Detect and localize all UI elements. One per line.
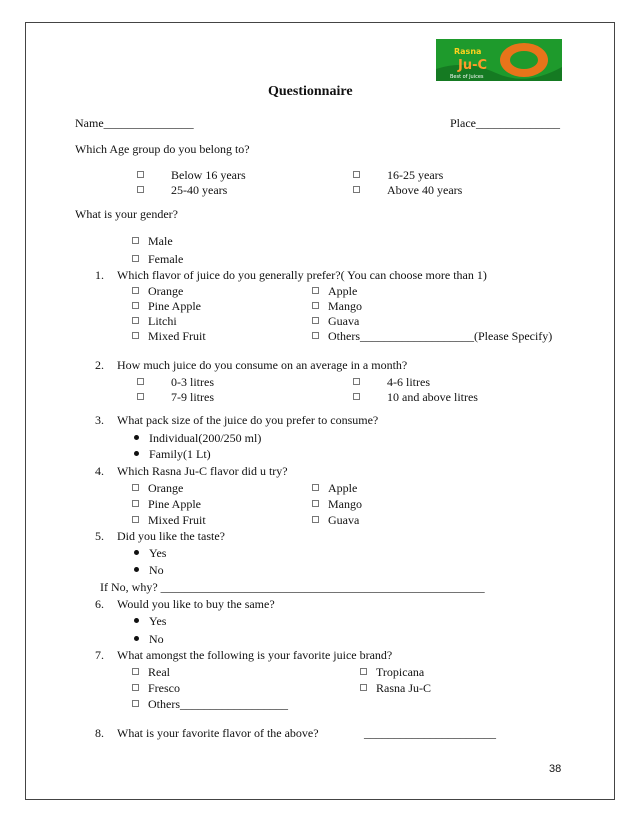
q6-question: 6. Would you like to buy the same?: [95, 597, 275, 611]
q4-option[interactable]: Mixed Fruit: [132, 513, 206, 527]
q1-option[interactable]: Mixed Fruit: [132, 329, 206, 343]
q2-option[interactable]: 7-9 litres: [137, 390, 214, 404]
page-title: Questionnaire: [268, 84, 353, 99]
age-option[interactable]: 16-25 years: [353, 168, 443, 182]
q4-option[interactable]: Mango: [312, 497, 362, 511]
q6-option[interactable]: Yes: [134, 614, 166, 628]
q2-option[interactable]: 10 and above litres: [353, 390, 478, 404]
q5-option[interactable]: No: [134, 563, 164, 577]
q2-option[interactable]: 0-3 litres: [137, 375, 214, 389]
gender-option[interactable]: Male: [132, 234, 173, 248]
q1-option[interactable]: Apple: [312, 284, 357, 298]
q8-question: 8. What is your favorite flavor of the above?: [95, 726, 319, 740]
q5-followup[interactable]: If No, why? ______________________________________________________: [100, 580, 485, 594]
q1-option[interactable]: Mango: [312, 299, 362, 313]
q2-question: 2. How much juice do you consume on an average in a month?: [95, 358, 408, 372]
gender-question: What is your gender?: [75, 207, 178, 221]
page-number: 38: [549, 763, 562, 775]
q1-question: 1. Which flavor of juice do you generally prefer?( You can choose more than 1): [95, 268, 487, 282]
q1-option[interactable]: Others___________________(Please Specify): [312, 329, 552, 343]
age-option[interactable]: Above 40 years: [353, 183, 462, 197]
q1-option[interactable]: Pine Apple: [132, 299, 201, 313]
svg-text:Rasna: Rasna: [454, 47, 482, 56]
q1-option[interactable]: Guava: [312, 314, 359, 328]
q4-option[interactable]: Guava: [312, 513, 359, 527]
q7-option[interactable]: Others__________________: [132, 697, 288, 711]
q5-option[interactable]: Yes: [134, 546, 166, 560]
svg-text:Ju-C: Ju-C: [458, 58, 488, 73]
q8-answer-blank[interactable]: ______________________: [364, 726, 496, 740]
q4-option[interactable]: Apple: [312, 481, 357, 495]
name-field[interactable]: Name_______________: [75, 116, 194, 130]
rasna-juc-logo: [436, 39, 562, 81]
q5-question: 5. Did you like the taste?: [95, 529, 225, 543]
q4-option[interactable]: Pine Apple: [132, 497, 201, 511]
place-field[interactable]: Place______________: [450, 116, 560, 130]
page-border: [25, 22, 615, 800]
q4-question: 4. Which Rasna Ju-C flavor did u try?: [95, 464, 288, 478]
svg-text:Best of Juices: Best of Juices: [450, 74, 484, 80]
q7-option[interactable]: Fresco: [132, 681, 180, 695]
q7-option[interactable]: Real: [132, 665, 170, 679]
q7-question: 7. What amongst the following is your favorite juice brand?: [95, 648, 393, 662]
gender-option[interactable]: Female: [132, 252, 183, 266]
q3-option[interactable]: Individual(200/250 ml): [134, 431, 261, 445]
q7-option[interactable]: Tropicana: [360, 665, 424, 679]
q3-question: 3. What pack size of the juice do you prefer to consume?: [95, 413, 379, 427]
q7-option[interactable]: Rasna Ju-C: [360, 681, 431, 695]
q1-option[interactable]: Litchi: [132, 314, 177, 328]
q2-option[interactable]: 4-6 litres: [353, 375, 430, 389]
q4-option[interactable]: Orange: [132, 481, 183, 495]
q3-option[interactable]: Family(1 Lt): [134, 447, 211, 461]
age-option[interactable]: Below 16 years: [137, 168, 246, 182]
q1-option[interactable]: Orange: [132, 284, 183, 298]
age-option[interactable]: 25-40 years: [137, 183, 227, 197]
age-question: Which Age group do you belong to?: [75, 142, 250, 156]
q6-option[interactable]: No: [134, 632, 164, 646]
